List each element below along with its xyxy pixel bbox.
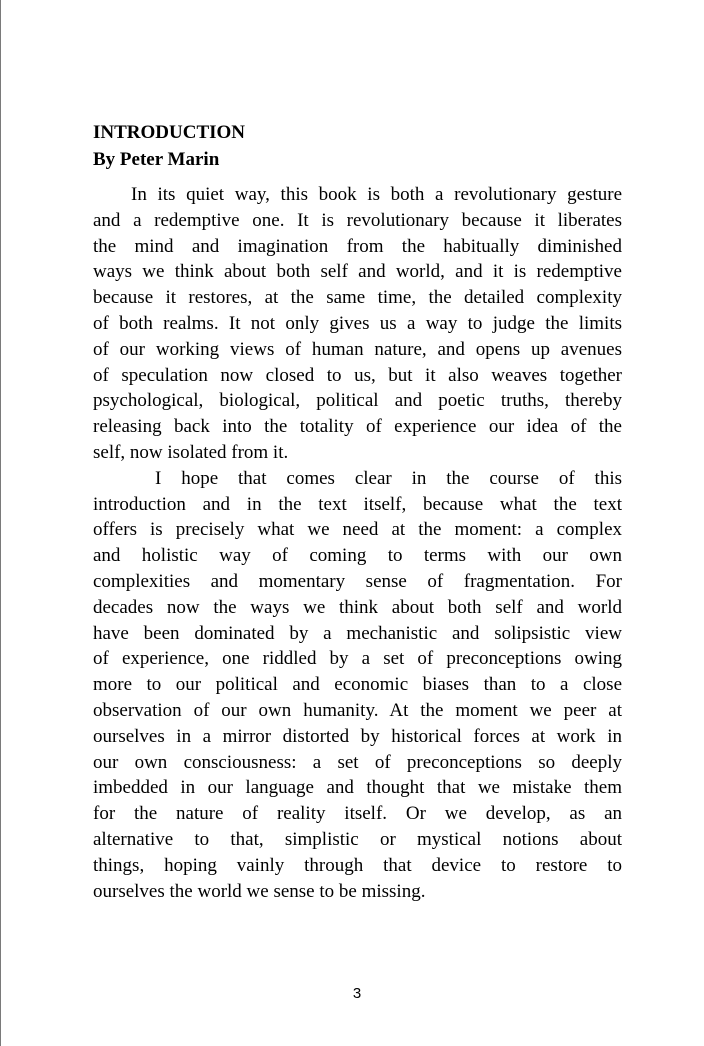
text-line: and holistic way of coming to terms with our own (93, 545, 622, 567)
text-line: for the nature of reality itself. Or we develop, as an (93, 803, 622, 825)
paragraph (93, 182, 622, 466)
chapter-heading (93, 119, 622, 173)
text-line: psychological, biological, political and poetic truths, thereby (93, 390, 622, 412)
text-line: of our working views of human nature, and opens up avenues (93, 338, 622, 360)
chapter-title: INTRODUCTION (93, 122, 246, 143)
author-byline: By Peter Marin (93, 149, 220, 170)
text-line: introduction and in the text itself, because what the text (93, 493, 622, 515)
text-line: of experience, one riddled by a set of preconceptions owing (93, 648, 622, 670)
text-line: ourselves the world we sense to be missing. (93, 880, 426, 902)
page-content (93, 119, 622, 904)
text-line: of both realms. It not only gives us a way to judge the limits (93, 312, 622, 334)
paragraph (93, 466, 622, 905)
body-text (93, 182, 622, 904)
text-line: observation of our own humanity. At the moment we peer at (93, 699, 622, 721)
text-line: because it restores, at the same time, the detailed complexity (93, 287, 622, 309)
text-line: alternative to that, simplistic or mystical notions about (93, 828, 622, 850)
page-number: 3 (352, 985, 362, 1002)
text-line: ways we think about both self and world, and it is redemptive (93, 261, 622, 283)
text-line: our own consciousness: a set of preconceptions so deeply (93, 751, 622, 773)
text-line: I hope that comes clear in the course of this (155, 467, 622, 489)
text-line: decades now the ways we think about both self and world (93, 596, 622, 618)
text-line: complexities and momentary sense of fragmentation. For (93, 570, 622, 592)
text-line: have been dominated by a mechanistic and solipsistic view (93, 622, 622, 644)
text-line: and a redemptive one. It is revolutionary because it liberates (93, 209, 622, 231)
text-line: of speculation now closed to us, but it also weaves together (93, 364, 622, 386)
text-line: releasing back into the totality of experience our idea of the (93, 416, 622, 438)
text-line: the mind and imagination from the habitually diminished (93, 235, 622, 257)
text-line: offers is precisely what we need at the moment: a complex (93, 519, 622, 541)
text-line: things, hoping vainly through that device to restore to (93, 854, 622, 876)
text-line: imbedded in our language and thought that we mistake them (93, 777, 622, 799)
page-edge (0, 0, 1, 1046)
text-line: ourselves in a mirror distorted by historical forces at work in (93, 725, 622, 747)
text-line: self, now isolated from it. (93, 441, 289, 463)
text-line: more to our political and economic biases than to a close (93, 674, 622, 696)
text-line: In its quiet way, this book is both a revolutionary gesture (131, 184, 622, 205)
